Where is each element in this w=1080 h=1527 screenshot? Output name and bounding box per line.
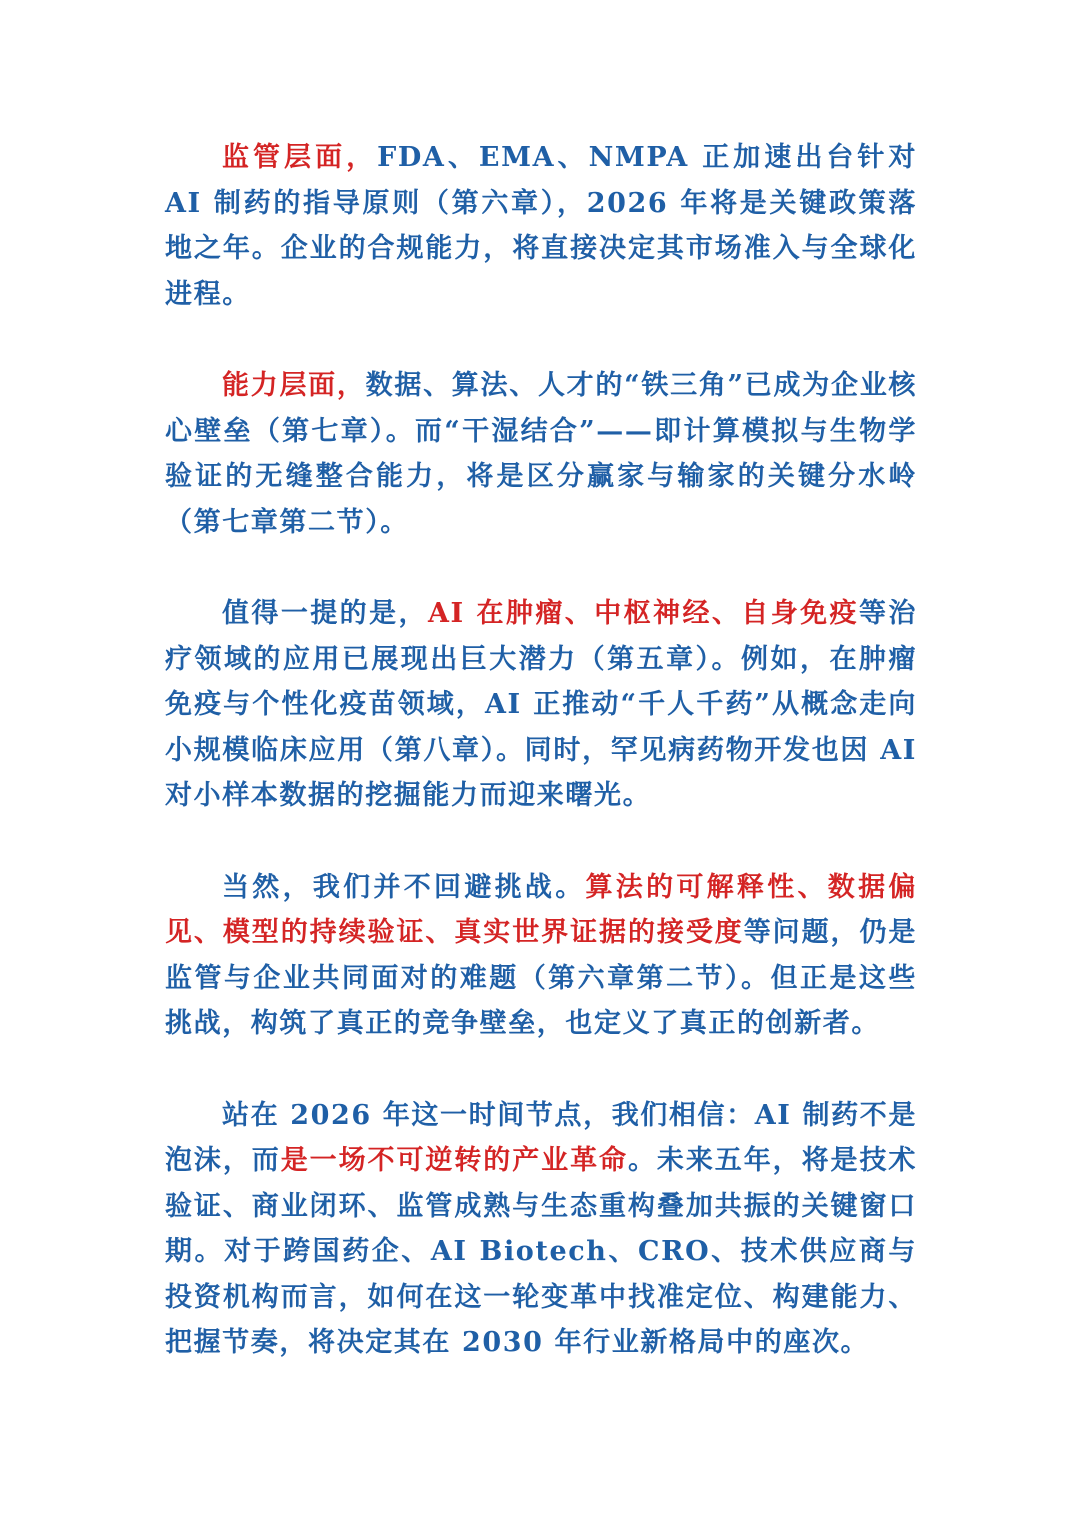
paragraph-therapeutic-areas	[165, 591, 917, 819]
body-text: 站在 2026 年这一时间节点，我们相信：AI 制药不是泡沫，而	[165, 1099, 917, 1176]
emphasis-text: 能力层面，	[222, 370, 366, 401]
emphasis-text: 是一场不可逆转的产业革命	[280, 1145, 628, 1176]
body-text: 等问题，仍是监管与企业共同面对的难题（第六章第二节）。但正是这些挑战，构筑了真正的竞争壁垒，也定义了真正的创新者。	[165, 917, 917, 1039]
body-text: 数据、算法、人才的“铁三角”已成为企业核心壁垒（第七章）。而“干湿结合”——即计算模拟与生物学验证的无缝整合能力，将是区分赢家与输家的关键分水岭（第七章第二节）。	[165, 370, 918, 538]
body-text: 。未来五年，将是技术验证、商业闭环、监管成熟与生态重构叠加共振的关键窗口期。对于跨国药企、AI Biotech、CRO、技术供应商与投资机构而言，如何在这一轮变革中找准定位、构建能力、把握节奏，将决定其在 2030 年行业新格局中的座次。	[165, 1145, 918, 1358]
body-text: 当然，我们并不回避挑战。	[222, 871, 586, 903]
body-text: 值得一提的是，	[222, 598, 428, 629]
paragraph-regulatory	[165, 135, 917, 317]
paragraph-outlook	[165, 1093, 917, 1366]
body-text: 等治疗领域的应用已展现出巨大潜力（第五章）。例如，在肿瘤免疫与个性化疫苗领域，AI 正推动“千人千药”从概念走向小规模临床应用（第八章）。同时，罕见病药物开发也因 AI 对小样本数据的挖掘能力而迎来曙光。	[165, 598, 918, 811]
paragraph-challenges	[165, 865, 917, 1047]
body-text: FDA、EMA、NMPA 正加速出台针对 AI 制药的指导原则（第六章），2026 年将是关键政策落地之年。企业的合规能力，将直接决定其市场准入与全球化进程。	[165, 142, 917, 310]
document-body	[165, 135, 917, 1412]
paragraph-capability	[165, 363, 917, 545]
emphasis-text: AI 在肿瘤、中枢神经、自身免疫	[427, 598, 859, 629]
emphasis-text: 监管层面，	[222, 142, 378, 173]
emphasis-text: 算法的可解释性、数据偏见、模型的持续验证、真实世界证据的接受度	[165, 871, 917, 948]
